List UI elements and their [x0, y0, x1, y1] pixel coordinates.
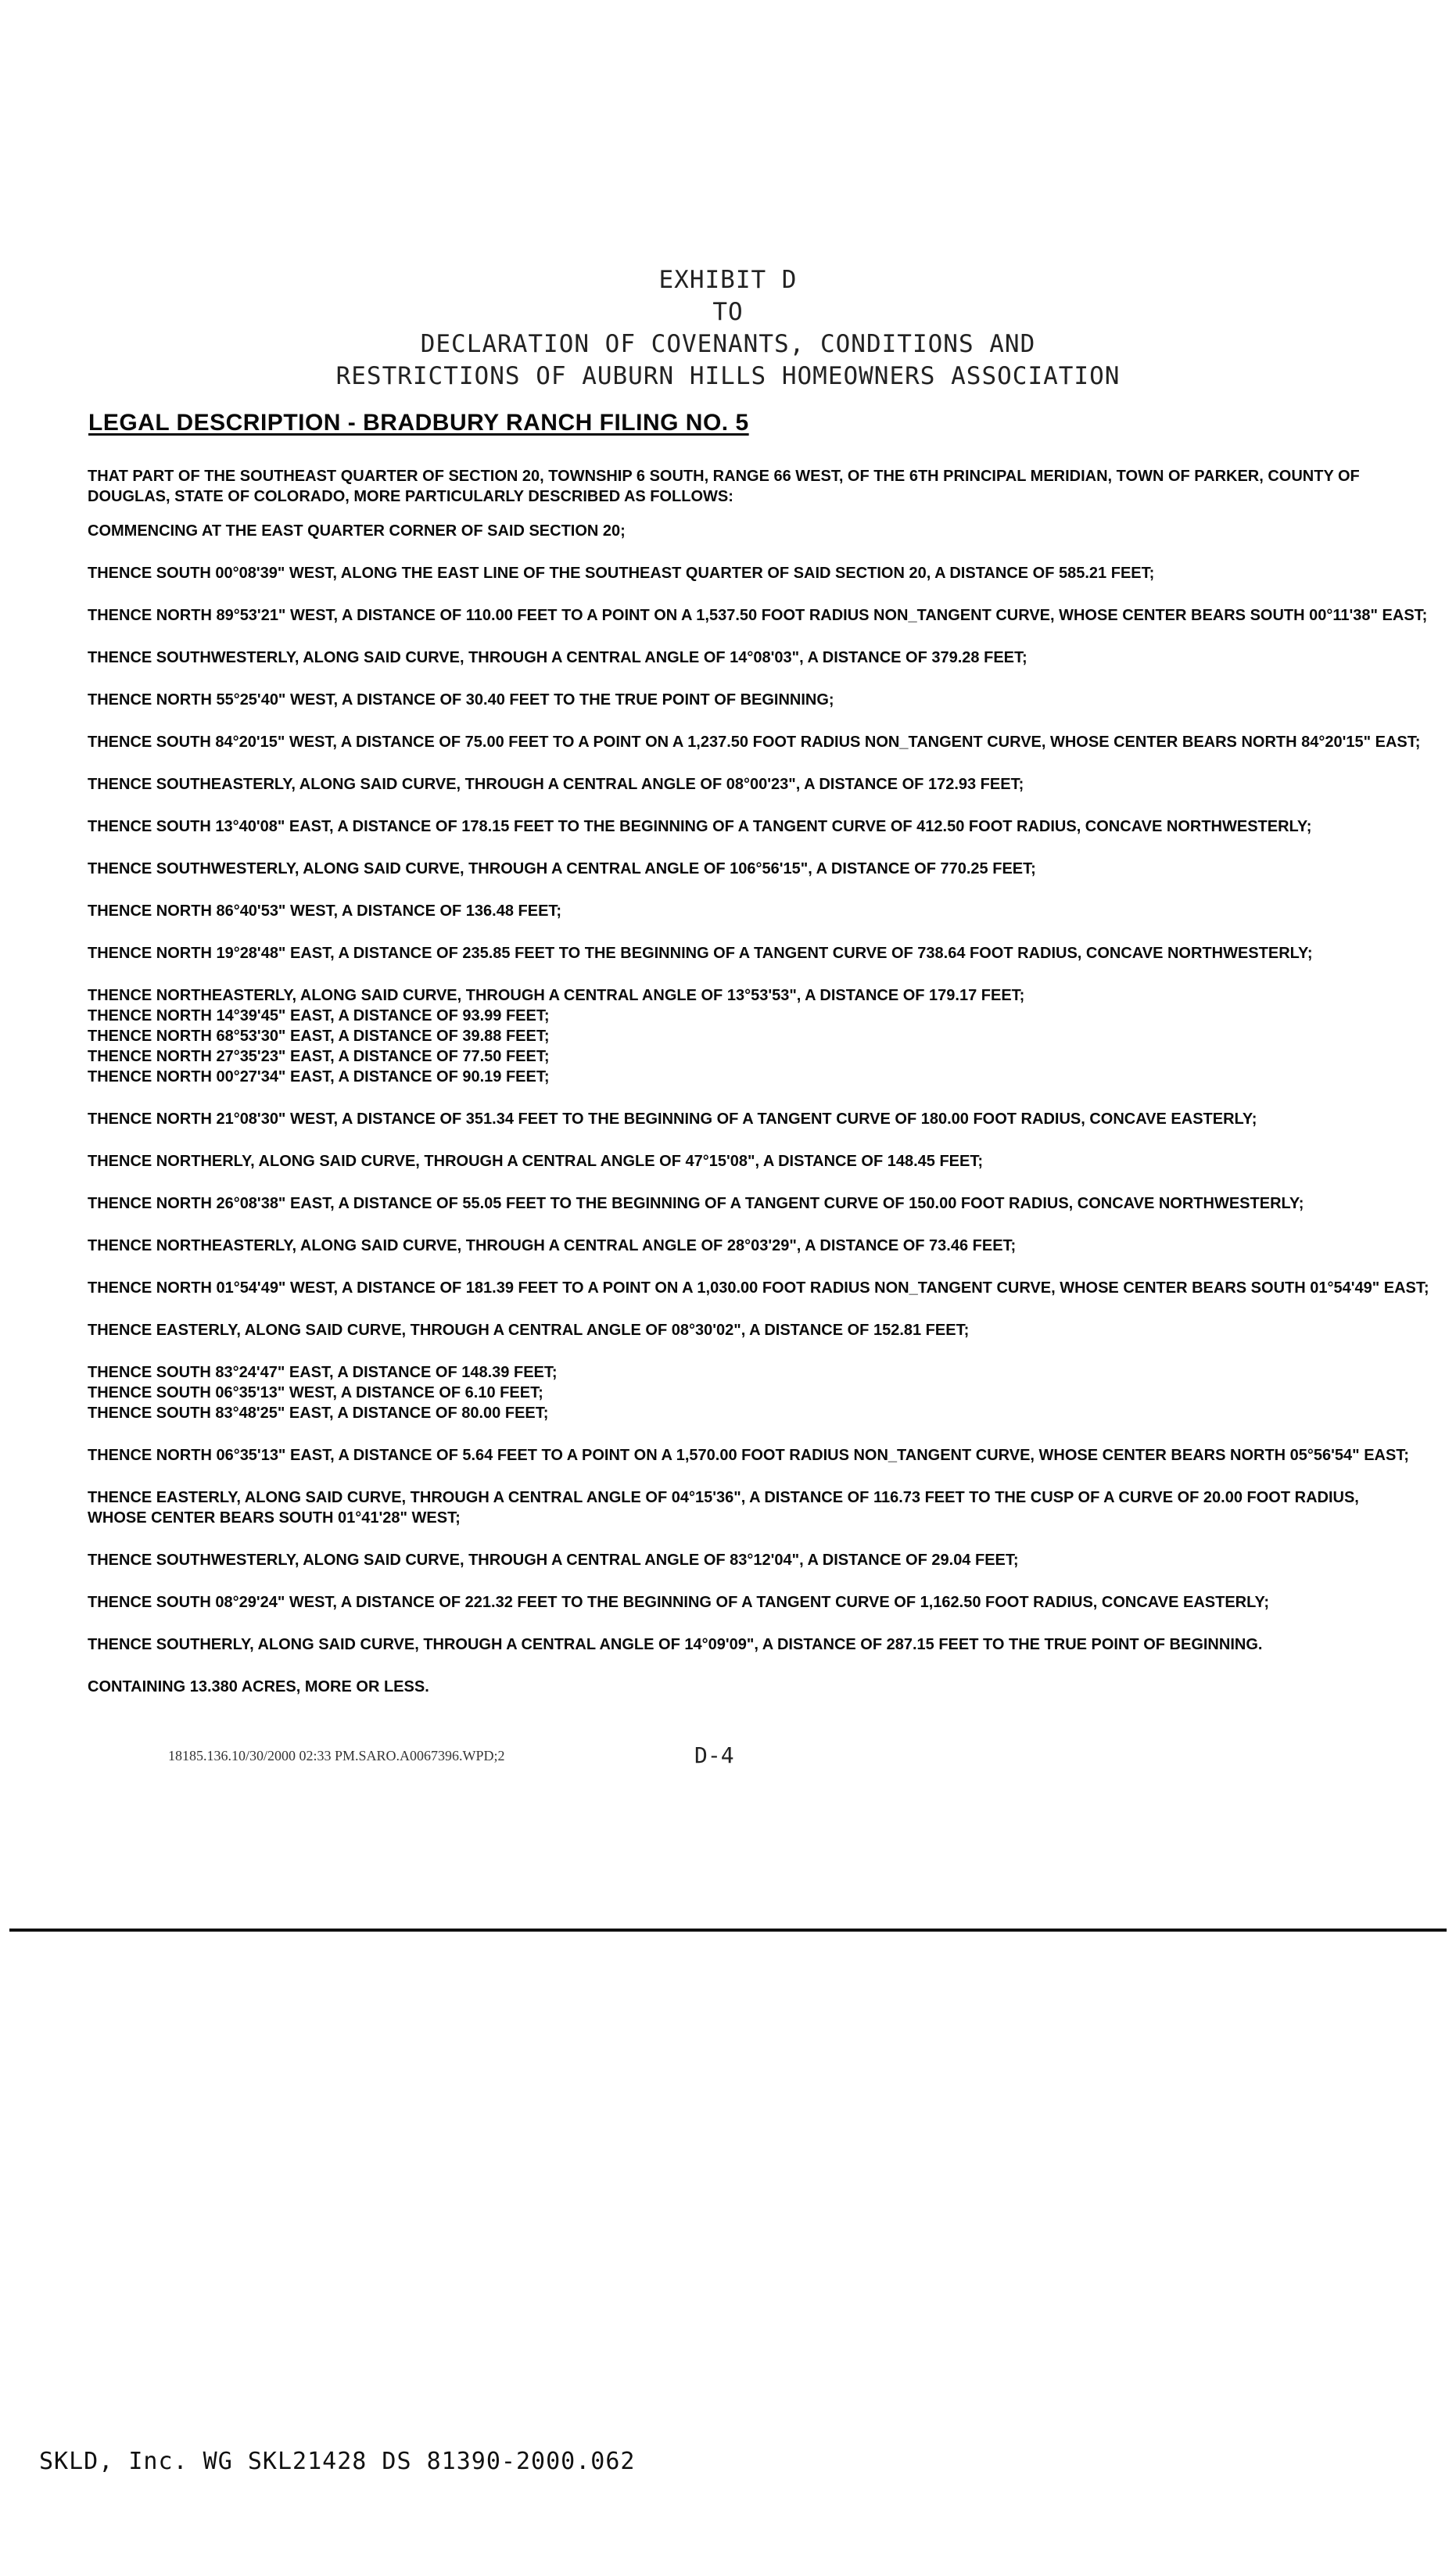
legal-paragraph: THENCE SOUTHERLY, ALONG SAID CURVE, THROUGH A CENTRAL ANGLE OF 14°09'09", A DISTANCE OF 287.15 FEET TO THE TRUE POINT OF BEGINNING.: [88, 1636, 1263, 1653]
legal-paragraph: THENCE NORTH 01°54'49" WEST, A DISTANCE OF 181.39 FEET TO A POINT ON A 1,030.00 FOOT RADIUS NON_TANGENT CURVE, WHOSE CENTER BEARS SOUTH 01°54'49" EAST;: [88, 1279, 1429, 1297]
legal-paragraph: THENCE NORTHEASTERLY, ALONG SAID CURVE, THROUGH A CENTRAL ANGLE OF 28°03'29", A DISTANCE OF 73.46 FEET;: [88, 1237, 1017, 1254]
declaration-title-line1: DECLARATION OF COVENANTS, CONDITIONS AND: [420, 330, 1036, 358]
legal-description-body: [88, 466, 1429, 1697]
legal-paragraph: THENCE NORTHERLY, ALONG SAID CURVE, THROUGH A CENTRAL ANGLE OF 47°15'08", A DISTANCE OF 148.45 FEET;: [88, 1153, 983, 1170]
legal-paragraph: THENCE SOUTH 83°24'47" EAST, A DISTANCE OF 148.39 FEET;: [88, 1364, 558, 1381]
legal-paragraph: COMMENCING AT THE EAST QUARTER CORNER OF SAID SECTION 20;: [88, 522, 626, 540]
legal-description-heading: LEGAL DESCRIPTION - BRADBURY RANCH FILING NO. 5: [88, 410, 749, 436]
legal-paragraph: THENCE NORTH 26°08'38" EAST, A DISTANCE OF 55.05 FEET TO THE BEGINNING OF A TANGENT CURVE OF 150.00 FOOT RADIUS, CONCAVE NORTHWESTERLY;: [88, 1195, 1304, 1212]
legal-paragraph: THENCE NORTH 68°53'30" EAST, A DISTANCE OF 39.88 FEET;: [88, 1028, 550, 1045]
legal-paragraph: THENCE SOUTH 08°29'24" WEST, A DISTANCE OF 221.32 FEET TO THE BEGINNING OF A TANGENT CURVE OF 1,162.50 FOOT RADIUS, CONCAVE EASTERLY;: [88, 1594, 1270, 1611]
legal-paragraph: THENCE EASTERLY, ALONG SAID CURVE, THROUGH A CENTRAL ANGLE OF 08°30'02", A DISTANCE OF 152.81 FEET;: [88, 1322, 970, 1339]
legal-paragraph: THENCE NORTH 86°40'53" WEST, A DISTANCE OF 136.48 FEET;: [88, 902, 562, 920]
legal-paragraph: THENCE NORTH 27°35'23" EAST, A DISTANCE OF 77.50 FEET;: [88, 1048, 550, 1065]
legal-paragraph: CONTAINING 13.380 ACRES, MORE OR LESS.: [88, 1678, 429, 1695]
legal-paragraph: THENCE SOUTHWESTERLY, ALONG SAID CURVE, THROUGH A CENTRAL ANGLE OF 106°56'15", A DISTANCE OF 770.25 FEET;: [88, 860, 1036, 877]
legal-paragraph: THENCE NORTH 55°25'40" WEST, A DISTANCE OF 30.40 FEET TO THE TRUE POINT OF BEGINNING;: [88, 691, 834, 709]
legal-paragraph: THENCE NORTH 00°27'34" EAST, A DISTANCE OF 90.19 FEET;: [88, 1068, 550, 1085]
legal-paragraph: THENCE NORTH 06°35'13" EAST, A DISTANCE OF 5.64 FEET TO A POINT ON A 1,570.00 FOOT RADIUS NON_TANGENT CURVE, WHOSE CENTER BEARS NORTH 05°56'54" EAST;: [88, 1447, 1409, 1464]
legal-paragraph: THENCE SOUTH 06°35'13" WEST, A DISTANCE OF 6.10 FEET;: [88, 1384, 543, 1401]
recording-footer: SKLD, Inc. WG SKL21428 DS 81390-2000.062: [39, 2448, 636, 2475]
exhibit-to: TO: [712, 298, 744, 326]
exhibit-title: EXHIBIT D: [658, 266, 798, 294]
legal-paragraph: THENCE NORTHEASTERLY, ALONG SAID CURVE, THROUGH A CENTRAL ANGLE OF 13°53'53", A DISTANCE OF 179.17 FEET;: [88, 987, 1025, 1004]
declaration-title-line2: RESTRICTIONS OF AUBURN HILLS HOMEOWNERS ASSOCIATION: [335, 362, 1121, 390]
legal-paragraph: THENCE SOUTH 83°48'25" EAST, A DISTANCE OF 80.00 FEET;: [88, 1405, 549, 1422]
legal-paragraph: THENCE NORTH 19°28'48" EAST, A DISTANCE OF 235.85 FEET TO THE BEGINNING OF A TANGENT CURVE OF 738.64 FOOT RADIUS, CONCAVE NORTHWESTERLY;: [88, 945, 1313, 962]
legal-paragraph: THENCE NORTH 89°53'21" WEST, A DISTANCE OF 110.00 FEET TO A POINT ON A 1,537.50 FOOT RADIUS NON_TANGENT CURVE, WHOSE CENTER BEARS SOUTH 00°11'38" EAST;: [88, 607, 1428, 624]
exhibit-header: [0, 264, 1456, 393]
legal-paragraph: THENCE SOUTH 00°08'39" WEST, ALONG THE EAST LINE OF THE SOUTHEAST QUARTER OF SAID SECTION 20, A DISTANCE OF 585.21 FEET;: [88, 565, 1155, 582]
legal-paragraph: THENCE EASTERLY, ALONG SAID CURVE, THROUGH A CENTRAL ANGLE OF 04°15'36", A DISTANCE OF 116.73 FEET TO THE CUSP OF A CURVE OF 20.00 FOOT RADIUS, WHOSE CENTER BEARS SOUTH 01°41'28" WEST;: [88, 1489, 1359, 1527]
document-file-stamp: 18185.136.10/30/2000 02:33 PM.SARO.A0067396.WPD;2: [168, 1748, 505, 1763]
legal-paragraph: THAT PART OF THE SOUTHEAST QUARTER OF SECTION 20, TOWNSHIP 6 SOUTH, RANGE 66 WEST, OF THE 6TH PRINCIPAL MERIDIAN, TOWN OF PARKER, COUNTY OF DOUGLAS, STATE OF COLORADO, MORE PARTICULARLY DESCRIBED AS FOLLOWS:: [88, 468, 1360, 505]
legal-paragraph: THENCE SOUTHEASTERLY, ALONG SAID CURVE, THROUGH A CENTRAL ANGLE OF 08°00'23", A DISTANCE OF 172.93 FEET;: [88, 776, 1024, 793]
page-number: D-4: [694, 1742, 734, 1768]
legal-paragraph: THENCE SOUTHWESTERLY, ALONG SAID CURVE, THROUGH A CENTRAL ANGLE OF 83°12'04", A DISTANCE OF 29.04 FEET;: [88, 1552, 1019, 1569]
legal-paragraph: THENCE NORTH 21°08'30" WEST, A DISTANCE OF 351.34 FEET TO THE BEGINNING OF A TANGENT CURVE OF 180.00 FOOT RADIUS, CONCAVE EASTERLY;: [88, 1110, 1257, 1128]
page-divider: [9, 1929, 1447, 1932]
legal-paragraph: THENCE SOUTHWESTERLY, ALONG SAID CURVE, THROUGH A CENTRAL ANGLE OF 14°08'03", A DISTANCE OF 379.28 FEET;: [88, 649, 1027, 666]
legal-paragraph: THENCE SOUTH 13°40'08" EAST, A DISTANCE OF 178.15 FEET TO THE BEGINNING OF A TANGENT CURVE OF 412.50 FOOT RADIUS, CONCAVE NORTHWESTERLY;: [88, 818, 1312, 835]
legal-paragraph: THENCE NORTH 14°39'45" EAST, A DISTANCE OF 93.99 FEET;: [88, 1007, 550, 1024]
legal-paragraph: THENCE SOUTH 84°20'15" WEST, A DISTANCE OF 75.00 FEET TO A POINT ON A 1,237.50 FOOT RADIUS NON_TANGENT CURVE, WHOSE CENTER BEARS NORTH 84°20'15" EAST;: [88, 734, 1421, 751]
